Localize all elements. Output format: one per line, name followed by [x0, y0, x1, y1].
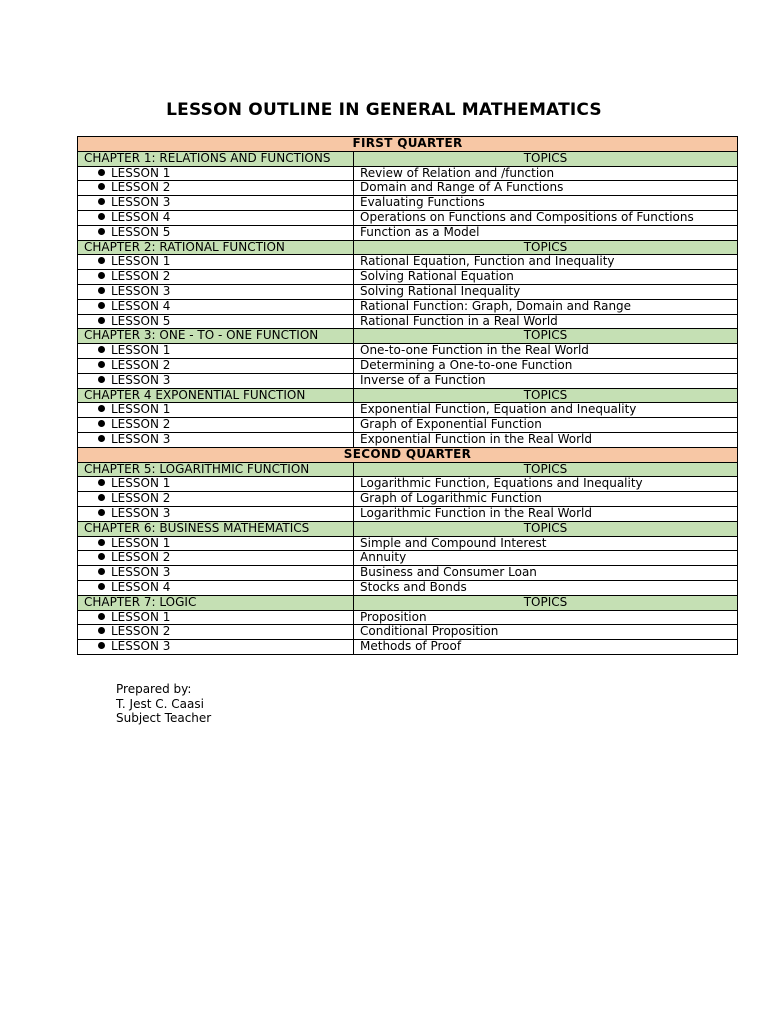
lesson-topic: Solving Rational Equation	[354, 270, 738, 285]
lesson-label: LESSON 2	[111, 624, 171, 639]
lesson-row	[78, 270, 738, 285]
lesson-topic: One-to-one Function in the Real World	[354, 344, 738, 359]
lesson-cell	[78, 580, 354, 595]
lesson-topic: Rational Equation, Function and Inequality	[354, 255, 738, 270]
lesson-row	[78, 625, 738, 640]
lesson-row	[78, 580, 738, 595]
lesson-cell	[78, 477, 354, 492]
lesson-cell	[78, 418, 354, 433]
lesson-cell	[78, 536, 354, 551]
bullet-icon	[98, 169, 105, 176]
bullet-icon	[98, 583, 105, 590]
lesson-row	[78, 551, 738, 566]
lesson-label: LESSON 4	[111, 580, 171, 594]
lesson-row	[78, 477, 738, 492]
lesson-topic: Solving Rational Inequality	[354, 284, 738, 299]
chapter-title: CHAPTER 5: LOGARITHMIC FUNCTION	[78, 462, 354, 477]
lesson-topic: Review of Relation and /function	[354, 166, 738, 181]
lesson-topic: Logarithmic Function in the Real World	[354, 506, 738, 521]
topics-heading: TOPICS	[354, 388, 738, 403]
lesson-label: LESSON 5	[111, 225, 171, 239]
lesson-cell	[78, 255, 354, 270]
chapter-header-row	[78, 240, 738, 255]
lesson-row	[78, 284, 738, 299]
lesson-row	[78, 432, 738, 447]
teacher-name: T. Jest C. Caasi	[116, 696, 204, 711]
lesson-topic: Graph of Logarithmic Function	[354, 492, 738, 507]
bullet-icon	[98, 287, 105, 294]
chapter-header-row	[78, 595, 738, 610]
lesson-row	[78, 210, 738, 225]
lesson-cell	[78, 166, 354, 181]
lesson-label: LESSON 4	[111, 299, 171, 313]
chapter-title: CHAPTER 4 EXPONENTIAL FUNCTION	[78, 388, 354, 403]
lesson-cell	[78, 314, 354, 329]
chapter-title: CHAPTER 6: BUSINESS MATHEMATICS	[78, 521, 354, 536]
lesson-topic: Proposition	[354, 610, 738, 625]
page-title: LESSON OUTLINE IN GENERAL MATHEMATICS	[166, 100, 602, 120]
chapter-header-row	[78, 329, 738, 344]
bullet-icon	[98, 539, 105, 546]
lesson-topic: Simple and Compound Interest	[354, 536, 738, 551]
lesson-topic: Rational Function in a Real World	[354, 314, 738, 329]
bullet-icon	[98, 302, 105, 309]
lesson-topic: Conditional Proposition	[354, 625, 738, 640]
lesson-row	[78, 344, 738, 359]
lesson-topic: Inverse of a Function	[354, 373, 738, 388]
lesson-label: LESSON 5	[111, 314, 171, 328]
lesson-topic: Operations on Functions and Compositions of Functions	[354, 210, 738, 225]
lesson-label: LESSON 2	[111, 417, 171, 432]
lesson-row	[78, 640, 738, 655]
lesson-cell	[78, 344, 354, 359]
lesson-cell	[78, 284, 354, 299]
lesson-row	[78, 492, 738, 507]
lesson-topic: Function as a Model	[354, 225, 738, 240]
lesson-cell	[78, 373, 354, 388]
lesson-label: LESSON 2	[111, 491, 171, 506]
bullet-icon	[98, 257, 105, 264]
quarter-title: SECOND QUARTER	[78, 447, 738, 462]
lesson-cell	[78, 358, 354, 373]
lesson-label: LESSON 1	[111, 254, 171, 269]
lesson-label: LESSON 1	[111, 536, 171, 550]
lesson-label: LESSON 3	[111, 506, 171, 520]
lesson-row	[78, 403, 738, 418]
bullet-icon	[98, 198, 105, 205]
lesson-row	[78, 358, 738, 373]
quarter-header-row	[78, 137, 738, 152]
lesson-cell	[78, 181, 354, 196]
lesson-row	[78, 255, 738, 270]
bullet-icon	[98, 642, 105, 649]
lesson-row	[78, 299, 738, 314]
lesson-cell	[78, 225, 354, 240]
lesson-outline-table	[77, 136, 738, 655]
lesson-row	[78, 566, 738, 581]
lesson-label: LESSON 1	[111, 343, 171, 358]
lesson-topic: Methods of Proof	[354, 640, 738, 655]
topics-heading: TOPICS	[354, 521, 738, 536]
quarter-title: FIRST QUARTER	[78, 137, 738, 152]
chapter-title: CHAPTER 3: ONE - TO - ONE FUNCTION	[78, 329, 354, 344]
lesson-topic: Stocks and Bonds	[354, 580, 738, 595]
lesson-topic: Exponential Function in the Real World	[354, 432, 738, 447]
lesson-label: LESSON 2	[111, 550, 171, 565]
bullet-icon	[98, 568, 105, 575]
lesson-cell	[78, 551, 354, 566]
chapter-title: CHAPTER 1: RELATIONS AND FUNCTIONS	[78, 151, 354, 166]
prepared-by-label: Prepared by:	[116, 682, 192, 696]
lesson-label: LESSON 3	[111, 639, 171, 654]
bullet-icon	[98, 183, 105, 190]
lesson-label: LESSON 3	[111, 195, 171, 210]
lesson-label: LESSON 3	[111, 565, 171, 580]
lesson-cell	[78, 492, 354, 507]
teacher-role: Subject Teacher	[116, 711, 212, 725]
lesson-label: LESSON 1	[111, 610, 171, 624]
lesson-row	[78, 181, 738, 196]
lesson-row	[78, 196, 738, 211]
lesson-row	[78, 418, 738, 433]
topics-heading: TOPICS	[354, 329, 738, 344]
lesson-label: LESSON 4	[111, 210, 171, 224]
lesson-topic: Determining a One-to-one Function	[354, 358, 738, 373]
lesson-topic: Business and Consumer Loan	[354, 566, 738, 581]
bullet-icon	[98, 213, 105, 220]
quarter-header-row	[78, 447, 738, 462]
lesson-cell	[78, 270, 354, 285]
lesson-cell	[78, 566, 354, 581]
lesson-label: LESSON 1	[111, 402, 171, 417]
bullet-icon	[98, 627, 105, 634]
bullet-icon	[98, 509, 105, 516]
lesson-label: LESSON 3	[111, 373, 171, 387]
lesson-label: LESSON 1	[111, 166, 171, 180]
lesson-topic: Exponential Function, Equation and Inequality	[354, 403, 738, 418]
bullet-icon	[98, 494, 105, 501]
lesson-topic: Logarithmic Function, Equations and Inequality	[354, 477, 738, 492]
bullet-icon	[98, 361, 105, 368]
bullet-icon	[98, 376, 105, 383]
lesson-row	[78, 314, 738, 329]
topics-heading: TOPICS	[354, 462, 738, 477]
bullet-icon	[98, 228, 105, 235]
lesson-cell	[78, 625, 354, 640]
lesson-row	[78, 166, 738, 181]
lesson-cell	[78, 196, 354, 211]
lesson-cell	[78, 210, 354, 225]
bullet-icon	[98, 317, 105, 324]
topics-heading: TOPICS	[354, 151, 738, 166]
topics-heading: TOPICS	[354, 595, 738, 610]
lesson-cell	[78, 640, 354, 655]
lesson-topic: Graph of Exponential Function	[354, 418, 738, 433]
chapter-title: CHAPTER 7: LOGIC	[78, 595, 354, 610]
bullet-icon	[98, 613, 105, 620]
lesson-label: LESSON 1	[111, 476, 171, 491]
lesson-topic: Rational Function: Graph, Domain and Range	[354, 299, 738, 314]
bullet-icon	[98, 479, 105, 486]
lesson-row	[78, 225, 738, 240]
lesson-label: LESSON 3	[111, 432, 171, 446]
lesson-cell	[78, 610, 354, 625]
chapter-header-row	[78, 462, 738, 477]
chapter-header-row	[78, 388, 738, 403]
lesson-label: LESSON 2	[111, 269, 171, 284]
lesson-topic: Domain and Range of A Functions	[354, 181, 738, 196]
lesson-cell	[78, 299, 354, 314]
lesson-row	[78, 373, 738, 388]
bullet-icon	[98, 435, 105, 442]
topics-heading: TOPICS	[354, 240, 738, 255]
lesson-label: LESSON 2	[111, 180, 171, 195]
lesson-outline-body	[78, 137, 738, 655]
bullet-icon	[98, 405, 105, 412]
lesson-label: LESSON 3	[111, 284, 171, 298]
bullet-icon	[98, 272, 105, 279]
lesson-cell	[78, 403, 354, 418]
bullet-icon	[98, 420, 105, 427]
lesson-row	[78, 536, 738, 551]
lesson-row	[78, 506, 738, 521]
lesson-topic: Annuity	[354, 551, 738, 566]
prepared-by-block	[116, 682, 211, 726]
lesson-cell	[78, 506, 354, 521]
lesson-label: LESSON 2	[111, 358, 171, 372]
bullet-icon	[98, 346, 105, 353]
lesson-row	[78, 610, 738, 625]
chapter-header-row	[78, 151, 738, 166]
chapter-header-row	[78, 521, 738, 536]
bullet-icon	[98, 553, 105, 560]
lesson-topic: Evaluating Functions	[354, 196, 738, 211]
chapter-title: CHAPTER 2: RATIONAL FUNCTION	[78, 240, 354, 255]
lesson-cell	[78, 432, 354, 447]
